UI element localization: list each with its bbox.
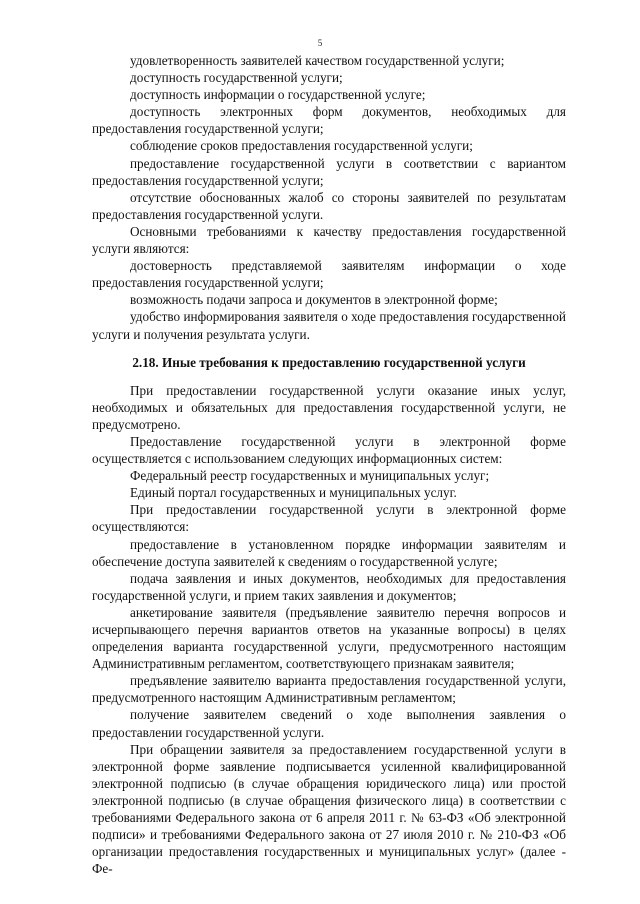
paragraph: анкетирование заявителя (предъявление заявителю перечня вопросов и исчерпывающего перечня вариантов ответов на указанные вопросы) в целях определения варианта государственной услуги, предусмотренного настоящим Административным регламентом, соответствующего признакам заявителя;	[92, 604, 566, 672]
paragraph: доступность информации о государственной услуге;	[130, 87, 426, 103]
paragraph: Федеральный реестр государственных и муниципальных услуг;	[130, 468, 490, 484]
paragraph: Единый портал государственных и муниципальных услуг.	[130, 485, 457, 501]
paragraph: возможность подачи запроса и документов в электронной форме;	[130, 292, 498, 308]
paragraph: предоставление в установленном порядке информации заявителям и обеспечение доступа заявителей к сведениям о государственной услуге;	[92, 536, 566, 569]
page-body	[92, 52, 566, 877]
paragraph: Основными требованиями к качеству предоставления государственной услуги являются:	[92, 223, 566, 257]
paragraph: При обращении заявителя за предоставлением государственной услуги в электронной форме заявление подписывается усиленной квалифицированной электронной подписью (в случае обращения юридического лица) или простой электронной подписью (в случае обращения физического лица) в соответствии с требованиями Федерального закона от 6 апреля 2011 г. № 63-ФЗ «Об электронной подписи» и требованиями Федерального закона от 27 июля 2010 г. № 210-ФЗ «Об организации предоставления государственных и муниципальных услуг» (далее - Фе-	[92, 741, 566, 877]
paragraph: соблюдение сроков предоставления государственной услуги;	[130, 138, 473, 154]
paragraph: удобство информирования заявителя о ходе предоставления государственной услуги и получения результата услуги.	[92, 309, 566, 342]
page-number: 5	[317, 38, 323, 48]
paragraph: Предоставление государственной услуги в электронной форме осуществляется с использованием следующих информационных систем:	[92, 433, 566, 467]
paragraph: отсутствие обоснованных жалоб со стороны заявителей по результатам предоставления государственной услуги.	[92, 189, 566, 222]
paragraph: При предоставлении государственной услуги в электронной форме осуществляются:	[92, 502, 566, 535]
paragraph: удовлетворенность заявителей качеством государственной услуги;	[130, 53, 505, 68]
paragraph: предъявление заявителю варианта предоставления государственной услуги, предусмотренного настоящим Административным регламентом;	[92, 673, 566, 706]
paragraph: доступность электронных форм документов, необходимых для предоставления государственной услуги;	[92, 104, 566, 137]
paragraph: предоставление государственной услуги в соответствии с вариантом предоставления государственной услуги;	[92, 155, 566, 188]
paragraph: достоверность представляемой заявителям информации о ходе предоставления государственной услуги;	[92, 258, 566, 291]
paragraph: доступность государственной услуги;	[130, 70, 343, 86]
paragraph: получение заявителем сведений о ходе выполнения заявления о предоставлении государственной услуги.	[92, 707, 566, 740]
paragraph: При предоставлении государственной услуги оказание иных услуг, необходимых и обязательных для предоставления государственной услуги, не предусмотрено.	[92, 382, 566, 432]
paragraph: подача заявления и иных документов, необходимых для предоставления государственной услуги, и прием таких заявления и документов;	[92, 570, 566, 603]
section-heading: 2.18. Иные требования к предоставлению государственной услуги	[132, 354, 526, 370]
